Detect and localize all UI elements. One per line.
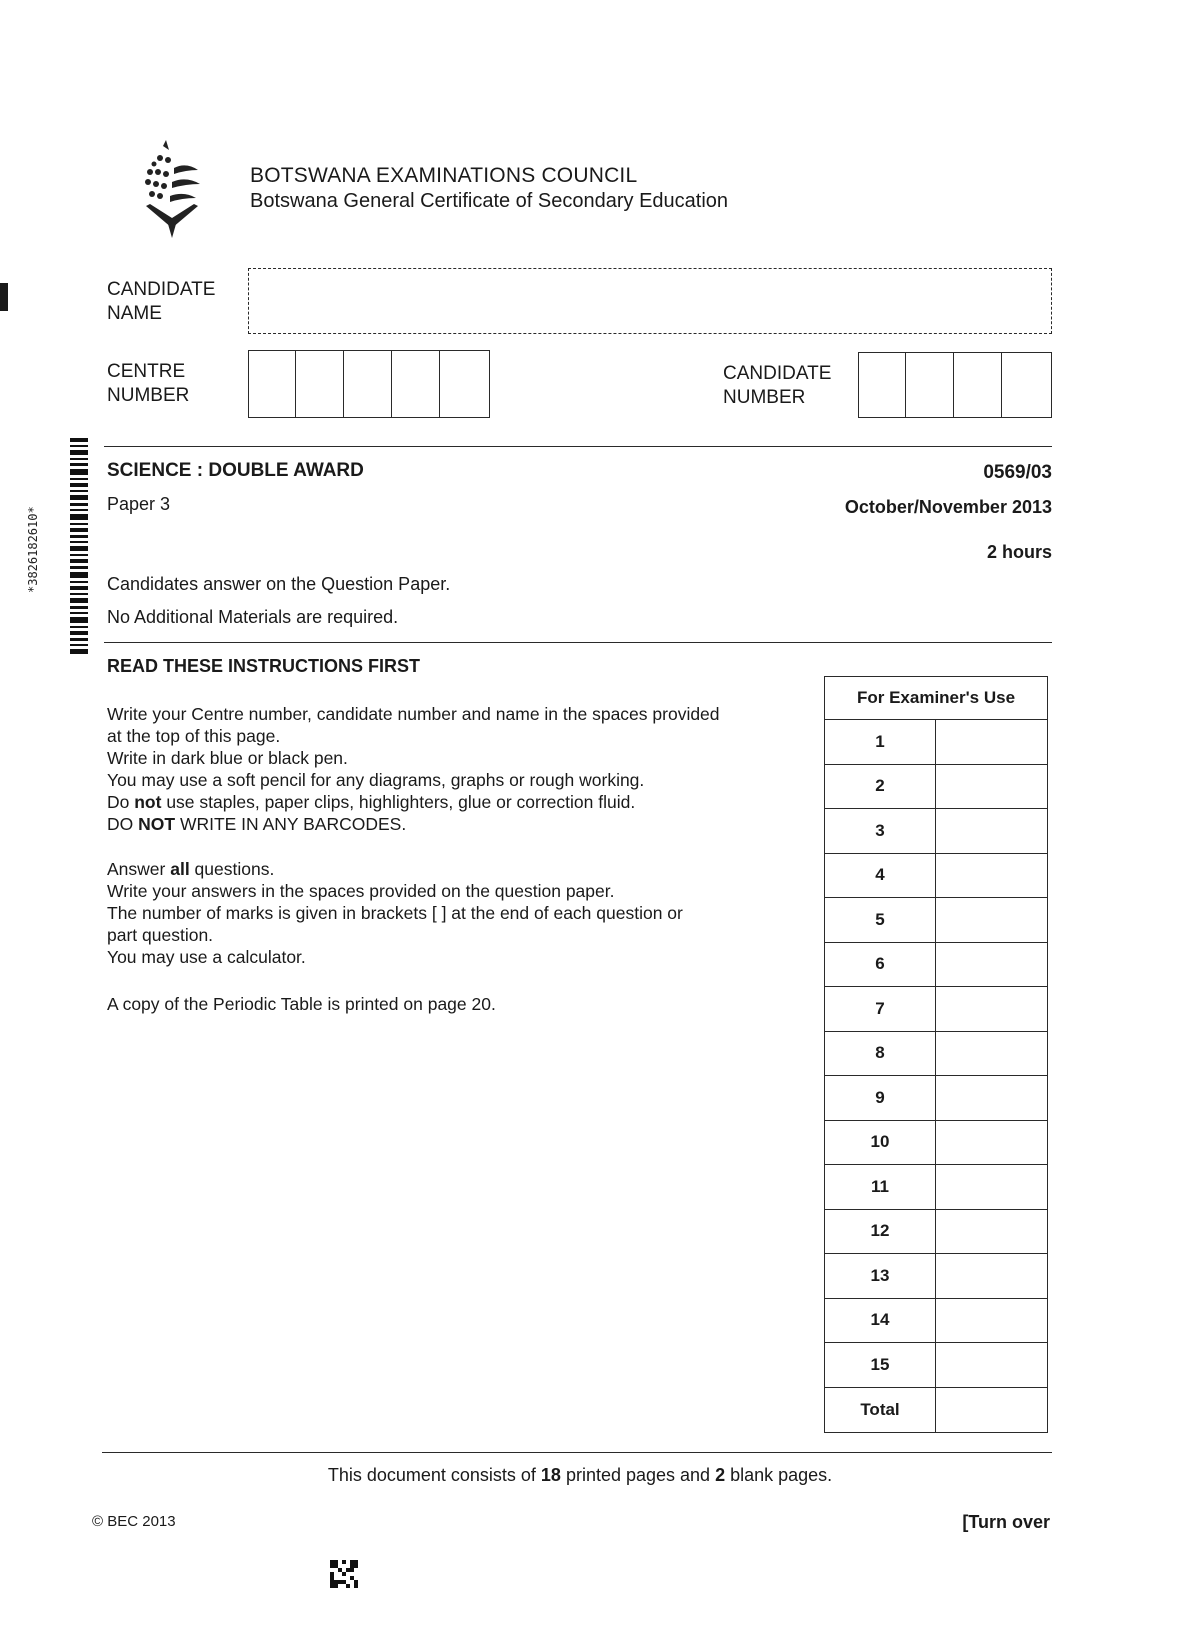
mark-cell[interactable]	[936, 1343, 1047, 1387]
turn-over-note: [Turn over	[962, 1512, 1050, 1532]
mark-cell[interactable]	[936, 1254, 1047, 1298]
barcode-text: *3826182610*	[26, 506, 40, 594]
materials-note: No Additional Materials are required.	[107, 607, 399, 627]
centre-number-label: CENTRE NUMBER	[107, 361, 190, 406]
certificate-name: Botswana General Certificate of Secondary Education	[250, 190, 729, 212]
question-number-cell: 5	[825, 898, 936, 942]
centre-digit-box[interactable]	[344, 350, 392, 418]
candidate-digit-box[interactable]	[906, 352, 954, 418]
question-number-cell: 7	[825, 987, 936, 1031]
examiners-use-row	[825, 765, 1047, 810]
candidate-name-field[interactable]	[248, 268, 1052, 334]
mark-cell[interactable]	[936, 720, 1047, 764]
examiners-use-row	[825, 1299, 1047, 1344]
instruction-line: You may use a calculator.	[107, 947, 306, 967]
question-number-cell: 10	[825, 1121, 936, 1165]
question-number-cell: 12	[825, 1210, 936, 1254]
answer-note: Candidates answer on the Question Paper.	[107, 574, 451, 594]
candidate-name-label: CANDIDATE NAME	[107, 279, 216, 324]
examiners-use-row	[825, 809, 1047, 854]
candidate-digit-box[interactable]	[1002, 352, 1052, 418]
copyright-note: © BEC 2013	[92, 1513, 176, 1530]
qr-code-icon	[330, 1560, 358, 1588]
examiners-use-row	[825, 1121, 1047, 1166]
instruction-line: Write in dark blue or black pen.	[107, 748, 348, 768]
mark-cell[interactable]	[936, 765, 1047, 809]
paper-code: 0569/03	[983, 462, 1052, 483]
question-number-cell: 2	[825, 765, 936, 809]
question-number-cell: Total	[825, 1388, 936, 1433]
examiners-use-row	[825, 1076, 1047, 1121]
examiners-use-table	[824, 676, 1048, 1433]
examiners-use-row	[825, 720, 1047, 765]
examiners-use-row	[825, 1343, 1047, 1388]
examiners-use-row	[825, 898, 1047, 943]
centre-digit-box[interactable]	[392, 350, 440, 418]
question-number-cell: 1	[825, 720, 936, 764]
instruction-line: You may use a soft pencil for any diagrams, graphs or rough working.	[107, 770, 645, 790]
separator-line	[104, 446, 1052, 447]
centre-digit-box[interactable]	[296, 350, 344, 418]
instruction-line: Answer all questions.	[107, 859, 275, 879]
candidate-digit-box[interactable]	[954, 352, 1002, 418]
instruction-line: Write your Centre number, candidate number and name in the spaces provided	[107, 704, 720, 724]
mark-cell[interactable]	[936, 898, 1047, 942]
centre-digit-box[interactable]	[248, 350, 296, 418]
examiners-use-heading: For Examiner's Use	[825, 677, 1047, 720]
mark-cell[interactable]	[936, 809, 1047, 853]
scan-edge-mark	[0, 283, 8, 311]
mark-cell[interactable]	[936, 987, 1047, 1031]
examiners-use-row	[825, 943, 1047, 988]
centre-digit-box[interactable]	[440, 350, 490, 418]
instruction-line: The number of marks is given in brackets [ ] at the end of each question or	[107, 903, 683, 923]
mark-cell[interactable]	[936, 1032, 1047, 1076]
instruction-line: Do not use staples, paper clips, highlighters, glue or correction fluid.	[107, 792, 636, 812]
page-count-note: This document consists of 18 printed pages and 2 blank pages.	[327, 1465, 833, 1485]
examiners-use-row	[825, 854, 1047, 899]
examiners-use-row	[825, 1254, 1047, 1299]
examiners-use-row	[825, 1210, 1047, 1255]
instructions-heading: READ THESE INSTRUCTIONS FIRST	[107, 656, 421, 676]
paper-number: Paper 3	[107, 494, 171, 514]
council-name: BOTSWANA EXAMINATIONS COUNCIL	[250, 164, 638, 187]
instruction-line: A copy of the Periodic Table is printed on page 20.	[107, 994, 496, 1014]
exam-duration: 2 hours	[986, 542, 1052, 562]
examiners-use-row	[825, 1388, 1047, 1433]
instruction-line: at the top of this page.	[107, 726, 281, 746]
separator-line	[104, 642, 1052, 643]
mark-cell[interactable]	[936, 1076, 1047, 1120]
mark-cell[interactable]	[936, 854, 1047, 898]
examiners-use-row	[825, 987, 1047, 1032]
side-barcode-icon	[56, 438, 88, 658]
question-number-cell: 6	[825, 943, 936, 987]
candidate-digit-box[interactable]	[858, 352, 906, 418]
mark-cell[interactable]	[936, 1121, 1047, 1165]
examiners-use-row	[825, 1165, 1047, 1210]
question-number-cell: 14	[825, 1299, 936, 1343]
mark-cell[interactable]	[936, 943, 1047, 987]
question-number-cell: 3	[825, 809, 936, 853]
bec-logo-icon	[138, 138, 208, 243]
question-number-cell: 13	[825, 1254, 936, 1298]
mark-cell[interactable]	[936, 1388, 1047, 1433]
instruction-line: DO NOT WRITE IN ANY BARCODES.	[107, 814, 407, 834]
question-number-cell: 11	[825, 1165, 936, 1209]
mark-cell[interactable]	[936, 1165, 1047, 1209]
examiners-use-rows	[825, 720, 1047, 1432]
question-number-cell: 4	[825, 854, 936, 898]
paper-subject: SCIENCE : DOUBLE AWARD	[107, 460, 364, 481]
candidate-number-label: CANDIDATE NUMBER	[723, 363, 832, 408]
question-number-cell: 15	[825, 1343, 936, 1387]
question-number-cell: 8	[825, 1032, 936, 1076]
separator-line	[102, 1452, 1052, 1453]
examiners-use-row	[825, 1032, 1047, 1077]
exam-session: October/November 2013	[844, 497, 1052, 517]
instruction-line: Write your answers in the spaces provided on the question paper.	[107, 881, 615, 901]
mark-cell[interactable]	[936, 1210, 1047, 1254]
instruction-line: part question.	[107, 925, 214, 945]
question-number-cell: 9	[825, 1076, 936, 1120]
mark-cell[interactable]	[936, 1299, 1047, 1343]
